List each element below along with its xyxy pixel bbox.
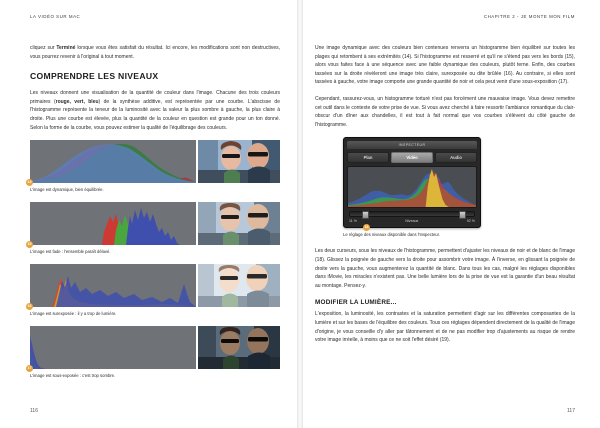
white-level-value: 92 %	[466, 219, 475, 224]
right-page	[300, 0, 600, 428]
histogram-16	[27, 264, 196, 309]
photo-15	[198, 202, 280, 245]
inspector-histogram-svg	[348, 167, 476, 207]
white-level-handle[interactable]	[459, 211, 466, 219]
figure-marker-17: 17	[27, 366, 32, 371]
intro-text-part1: cliquez sur	[30, 45, 57, 51]
inspector-figure	[343, 137, 575, 228]
caption-16: L'image est surexposée : il y a trop de lumière.	[30, 311, 117, 317]
histogram-17	[27, 326, 196, 371]
right-page-number: 117	[567, 408, 575, 414]
levels-label: Niveaux	[405, 219, 419, 224]
histogram-15	[27, 202, 196, 247]
photo-14	[198, 140, 280, 183]
inspector-titlebar: INSPECTEUR	[347, 141, 477, 149]
right-para1-text: Une image dynamique avec des couleurs bien contenues renverra un histogramme bien équilibré sur toutes les plages qui retombent à ses extrémités (14). Si l'histogramme est resserré et qu'il ne s'étend pas vers les bords (15), alors vous faites face à une séquence avec une faible dynamique des couleurs, plutôt terne. Enfin, des courbes tassées sur la droite révèleront une image très claire, surexposée ou dite brûlée (16). Au contraire, si elles sont tassées à gauche, votre image comporte une grande quantité de noir et cela peut venir d'une sous-exposition (17).	[315, 45, 575, 86]
figure-17	[27, 326, 280, 371]
figure-marker-14: 14	[27, 180, 32, 185]
left-running-head: LA VIDÉO SUR MAC	[30, 14, 81, 19]
right-paragraph-4: L'exposition, la luminosité, les contrastes et la saturation permettent d'agir sur les différentes composantes de la lumière et sur les bases de l'équilibre des couleurs. Tous ces réglages dépendent directement de la qualité de l'image d'origine, je vous conseille d'y aller par tâtonnement et de ne pas modifier trop d'ajustements au risque de rendre votre image irréelle, à moins que ce ne soit l'effet désiré (19).	[315, 311, 575, 344]
tab-audio[interactable]: Audio	[435, 152, 477, 163]
para1-bold-colors: rouge, vert, bleu	[55, 98, 99, 105]
caption-18: Le réglage des niveaux disponible dans l'Inspecteur.	[343, 232, 440, 238]
caption-17: L'image est sous-exposée : c'est trop sombre.	[30, 373, 116, 379]
right-paragraph-2: Cependant, rassurez-vous, un histogramme torturé n'est pas forcément une mauvaise image. Vous devez remettre cet outil dans le contexte de votre prise de vue. Si vous avez cherché à faire ressortir l'ambiance romantique du clair-obscur d'un dîner aux chandelles, il est tout à fait normal que vos courbes s'élèvent du côté gauche de l'histogramme.	[315, 95, 575, 128]
inspector-histogram[interactable]	[347, 166, 477, 208]
left-page-number: 116	[30, 408, 38, 414]
black-level-value: 11 %	[349, 219, 357, 224]
photo-16-svg	[198, 264, 280, 307]
para1-part-b: ) de la synthèse additive, est représentée par une courbe. L'abscisse de l'histogramme représente la teneur de la luminosité avec la valeur la plus sombre à gauche, la plus claire à droite. Plus une courbe est élevée, plus la quantité de la couleur en question est grande pour un ton donné. Selon la forme de la courbe, vous pouvez estimer la qualité de l'équilibrage des couleurs.	[30, 98, 280, 131]
histogram-14	[27, 140, 196, 185]
para1-part-a: Les niveaux donnent une visualisation de la quantité de couleur dans l'image. Chacune des trois couleurs primaires (	[30, 90, 280, 105]
intro-text-part2: lorsque vous êtes satisfait du résultat. Ici encore, les modifications sont non destructives, vous pourrez revenir à l'original à tout moment.	[30, 45, 280, 60]
histogram-17-svg	[30, 326, 196, 369]
figure-marker-16: 16	[27, 304, 32, 309]
caption-15: L'image est fade : l'ensemble paraît délavé.	[30, 249, 111, 255]
photo-16	[198, 264, 280, 307]
inspector-tabs	[347, 152, 477, 163]
tab-plan[interactable]: Plan	[347, 152, 389, 163]
histogram-16-svg	[30, 264, 196, 307]
levels-slider[interactable]	[349, 211, 475, 217]
caption-14: L'image est dynamique, bien équilibrée.	[30, 187, 104, 193]
photo-15-svg	[198, 202, 280, 245]
figure-marker-15: 15	[27, 242, 32, 247]
inspector-panel[interactable]	[343, 137, 481, 228]
figure-marker-18: 18	[364, 225, 369, 230]
right-paragraph-3: Les deux curseurs, sous les niveaux de l'histogramme, permettent d'ajuster les niveaux de noir et de blanc de l'image (18). Glissez la poignée de gauche vers la droite pour assombrir votre image. À l'inverse, en glissant la poignée de droite vers la gauche, vous augmenterez la quantité de blanc. Dans tous les cas, malgré les réglages disponibles dans iMovie, les miracles n'existent pas. Une belle lumière lors de la prise de vue est la garantie d'un beau résultat au montage. Pensez-y.	[315, 248, 575, 289]
intro-bold-word: Terminé	[56, 45, 76, 51]
histogram-15-svg	[30, 202, 196, 245]
tab-video[interactable]: Vidéo	[391, 152, 433, 163]
figure-15	[27, 202, 280, 247]
section-title-niveaux: COMPRENDRE LES NIVEAUX	[30, 71, 159, 82]
left-paragraph-1	[30, 89, 280, 132]
figure-16	[27, 264, 280, 309]
left-intro-paragraph	[30, 44, 280, 61]
histogram-14-svg	[30, 140, 196, 183]
right-running-head: CHAPITRE 2 - JE MONTE MON FILM	[483, 14, 575, 19]
photo-17	[198, 326, 280, 369]
black-level-handle[interactable]	[362, 211, 369, 219]
sub-title-lumiere: MODIFIER LA LUMIÈRE...	[315, 299, 397, 307]
figure-14	[27, 140, 280, 185]
right-paragraph-1	[315, 44, 575, 87]
photo-17-svg	[198, 326, 280, 369]
photo-14-svg	[198, 140, 280, 183]
